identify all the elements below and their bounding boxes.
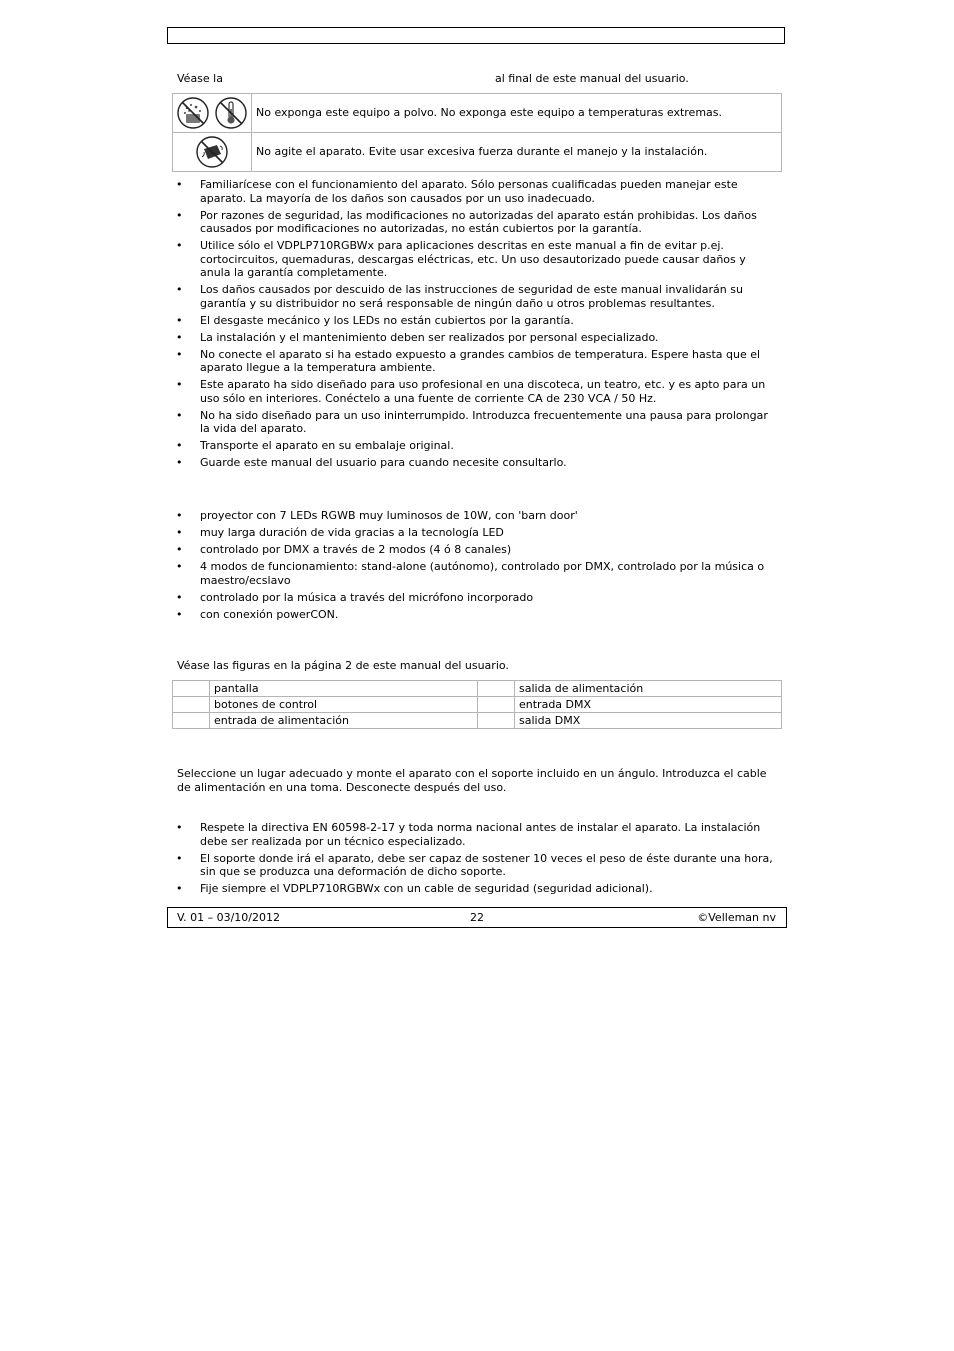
intro-right: al final de este manual del usuario. (495, 72, 689, 85)
list-item: • No ha sido diseñado para un uso ininterrumpido. Introduzca frecuentemente una pausa para prolongar la vida del aparato. (172, 409, 778, 436)
usage-text: Seleccione un lugar adecuado y monte el aparato con el soporte incluido en un ángulo. Introduzca el cable de alimentación en una toma. Desconecte después del uso. (177, 767, 767, 794)
part-label: botones de control (210, 697, 478, 713)
part-number-cell (478, 713, 515, 729)
list-item: • El desgaste mecánico y los LEDs no están cubiertos por la garantía. (172, 314, 778, 328)
list-item: • con conexión powerCON. (172, 608, 778, 622)
list-item: • controlado por la música a través del micrófono incorporado (172, 591, 778, 605)
part-label: entrada de alimentación (210, 713, 478, 729)
part-label: salida DMX (515, 713, 782, 729)
part-number-cell (478, 681, 515, 697)
list-item: • Fije siempre el VDPLP710RGBWx con un cable de seguridad (seguridad adicional). (172, 882, 778, 896)
list-item: • 4 modos de funcionamiento: stand-alone (autónomo), controlado por DMX, controlado por la música o maestro/ecslavo (172, 560, 778, 587)
warning-row (173, 94, 782, 133)
part-label: salida de alimentación (515, 681, 782, 697)
warning-icons-cell (173, 133, 252, 172)
list-item: • Los daños causados por descuido de las instrucciones de seguridad de este manual invalidarán su garantía y su distribuidor no será responsable de ningún daño u otros problemas resultantes. (172, 283, 778, 310)
part-number-cell (173, 681, 210, 697)
list-item: • Transporte el aparato en su embalaje original. (172, 439, 778, 453)
intro-left: Véase la (177, 72, 223, 85)
warning-icons-cell (173, 94, 252, 133)
list-item: • La instalación y el mantenimiento deben ser realizados por personal especializado. (172, 331, 778, 345)
page-footer (167, 907, 787, 928)
overview-text: Véase las figuras en la página 2 de este manual del usuario. (177, 659, 509, 672)
list-item: • Guarde este manual del usuario para cuando necesite consultarlo. (172, 456, 778, 470)
warning-text: No exponga este equipo a polvo. No exponga este equipo a temperaturas extremas. (252, 94, 782, 133)
list-item: • El soporte donde irá el aparato, debe ser capaz de sostener 10 veces el peso de éste durante una hora, sin que se produzca una deformación de dicho soporte. (172, 852, 778, 879)
list-item: • No conecte el aparato si ha estado expuesto a grandes cambios de temperatura. Espere hasta que el aparato llegue a la temperatura ambiente. (172, 348, 778, 375)
part-label: pantalla (210, 681, 478, 697)
table-row (173, 697, 782, 713)
list-item: • Este aparato ha sido diseñado para uso profesional en una discoteca, un teatro, etc. y es apto para un uso sólo en interiores. Conéctelo a una fuente de corriente CA de 230 VCA / 50 Hz. (172, 378, 778, 405)
guidelines-list (172, 178, 778, 473)
warning-text: No agite el aparato. Evite usar excesiva fuerza durante el manejo y la instalación. (252, 133, 782, 172)
warning-table (172, 93, 782, 172)
part-label: entrada DMX (515, 697, 782, 713)
table-row (173, 681, 782, 697)
features-list (172, 509, 778, 625)
list-item: • Utilice sólo el VDPLP710RGBWx para aplicaciones descritas en este manual a fin de evitar p.ej. cortocircuitos, quemaduras, descargas eléctricas, etc. Un uso desautorizado puede causar daños y anula la garantía completamente. (172, 239, 778, 280)
footer-copyright: ©Velleman nv (697, 911, 776, 924)
list-item: • proyector con 7 LEDs RGWB muy luminosos de 10W, con 'barn door' (172, 509, 778, 523)
footer-version: V. 01 – 03/10/2012 (177, 911, 280, 924)
page-header-frame (167, 27, 785, 44)
no-shaking-icon (195, 135, 229, 169)
part-number-cell (173, 697, 210, 713)
warning-row (173, 133, 782, 172)
list-item: • muy larga duración de vida gracias a la tecnología LED (172, 526, 778, 540)
footer-page-number: 22 (470, 911, 484, 924)
list-item: • controlado por DMX a través de 2 modos (4 ó 8 canales) (172, 543, 778, 557)
no-dust-icon (176, 96, 210, 130)
list-item: • Por razones de seguridad, las modificaciones no autorizadas del aparato están prohibidas. Los daños causados por modificaciones no autorizadas, no están cubiertos por la garantía. (172, 209, 778, 236)
list-item: • Respete la directiva EN 60598-2-17 y toda norma nacional antes de instalar el aparato. La instalación debe ser realizada por un técnico especializado. (172, 821, 778, 848)
table-row (173, 713, 782, 729)
list-item: • Familiarícese con el funcionamiento del aparato. Sólo personas cualificadas pueden manejar este aparato. La mayoría de los daños son causados por un uso inadecuado. (172, 178, 778, 205)
no-extreme-temperature-icon (214, 96, 248, 130)
part-number-cell (478, 697, 515, 713)
part-number-cell (173, 713, 210, 729)
parts-table (172, 680, 782, 729)
installation-list (172, 821, 778, 899)
